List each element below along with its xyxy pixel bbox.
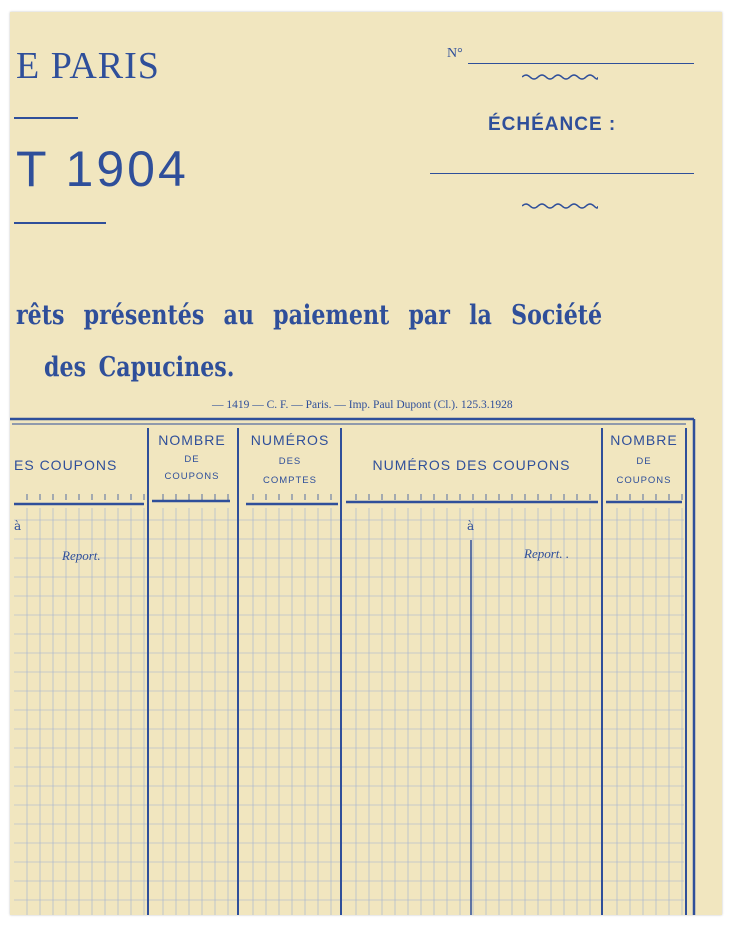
printer-imprint: — 1419 — C. F. — Paris. — Imp. Paul Dupont (Cl.). 125.3.1928 [212,399,513,411]
col-header-nombre-line1: NOMBRE [158,432,226,448]
col-header-nombre [150,432,234,482]
col-header-coupons: ES COUPONS [14,457,118,473]
year-title: T 1904 [16,141,189,197]
a-left: à [14,519,22,533]
col-header-numeros-comptes [240,432,340,486]
col-header-nombre-right [604,432,684,486]
body-text-line-1: rêts présentés au paiement par la Société [16,300,603,331]
col-header-nombre-line3: COUPONS [164,471,220,482]
col-header-numeros-line2: DES [278,456,302,467]
col-header-numeros-coupons: NUMÉROS DES COUPONS [372,457,571,473]
col-header-nombre-right-line3: COUPONS [616,475,672,486]
body-text-line-2: des Capucines. [44,352,235,383]
col-header-nombre-line2: DE [184,454,200,465]
col-header-nombre-right-line2: DE [636,456,652,467]
city-title: E PARIS [16,45,160,87]
col-header-numeros-line3: COMPTES [263,475,317,486]
report-left: Report. [62,548,101,563]
due-label: ÉCHÉANCE : [488,114,617,135]
col-header-nombre-right-line1: NOMBRE [610,432,678,448]
a-right: à [467,519,475,533]
number-label: N° [447,46,463,61]
col-header-numeros-line1: NUMÉROS [250,432,330,448]
report-right: Report. . [524,546,570,561]
